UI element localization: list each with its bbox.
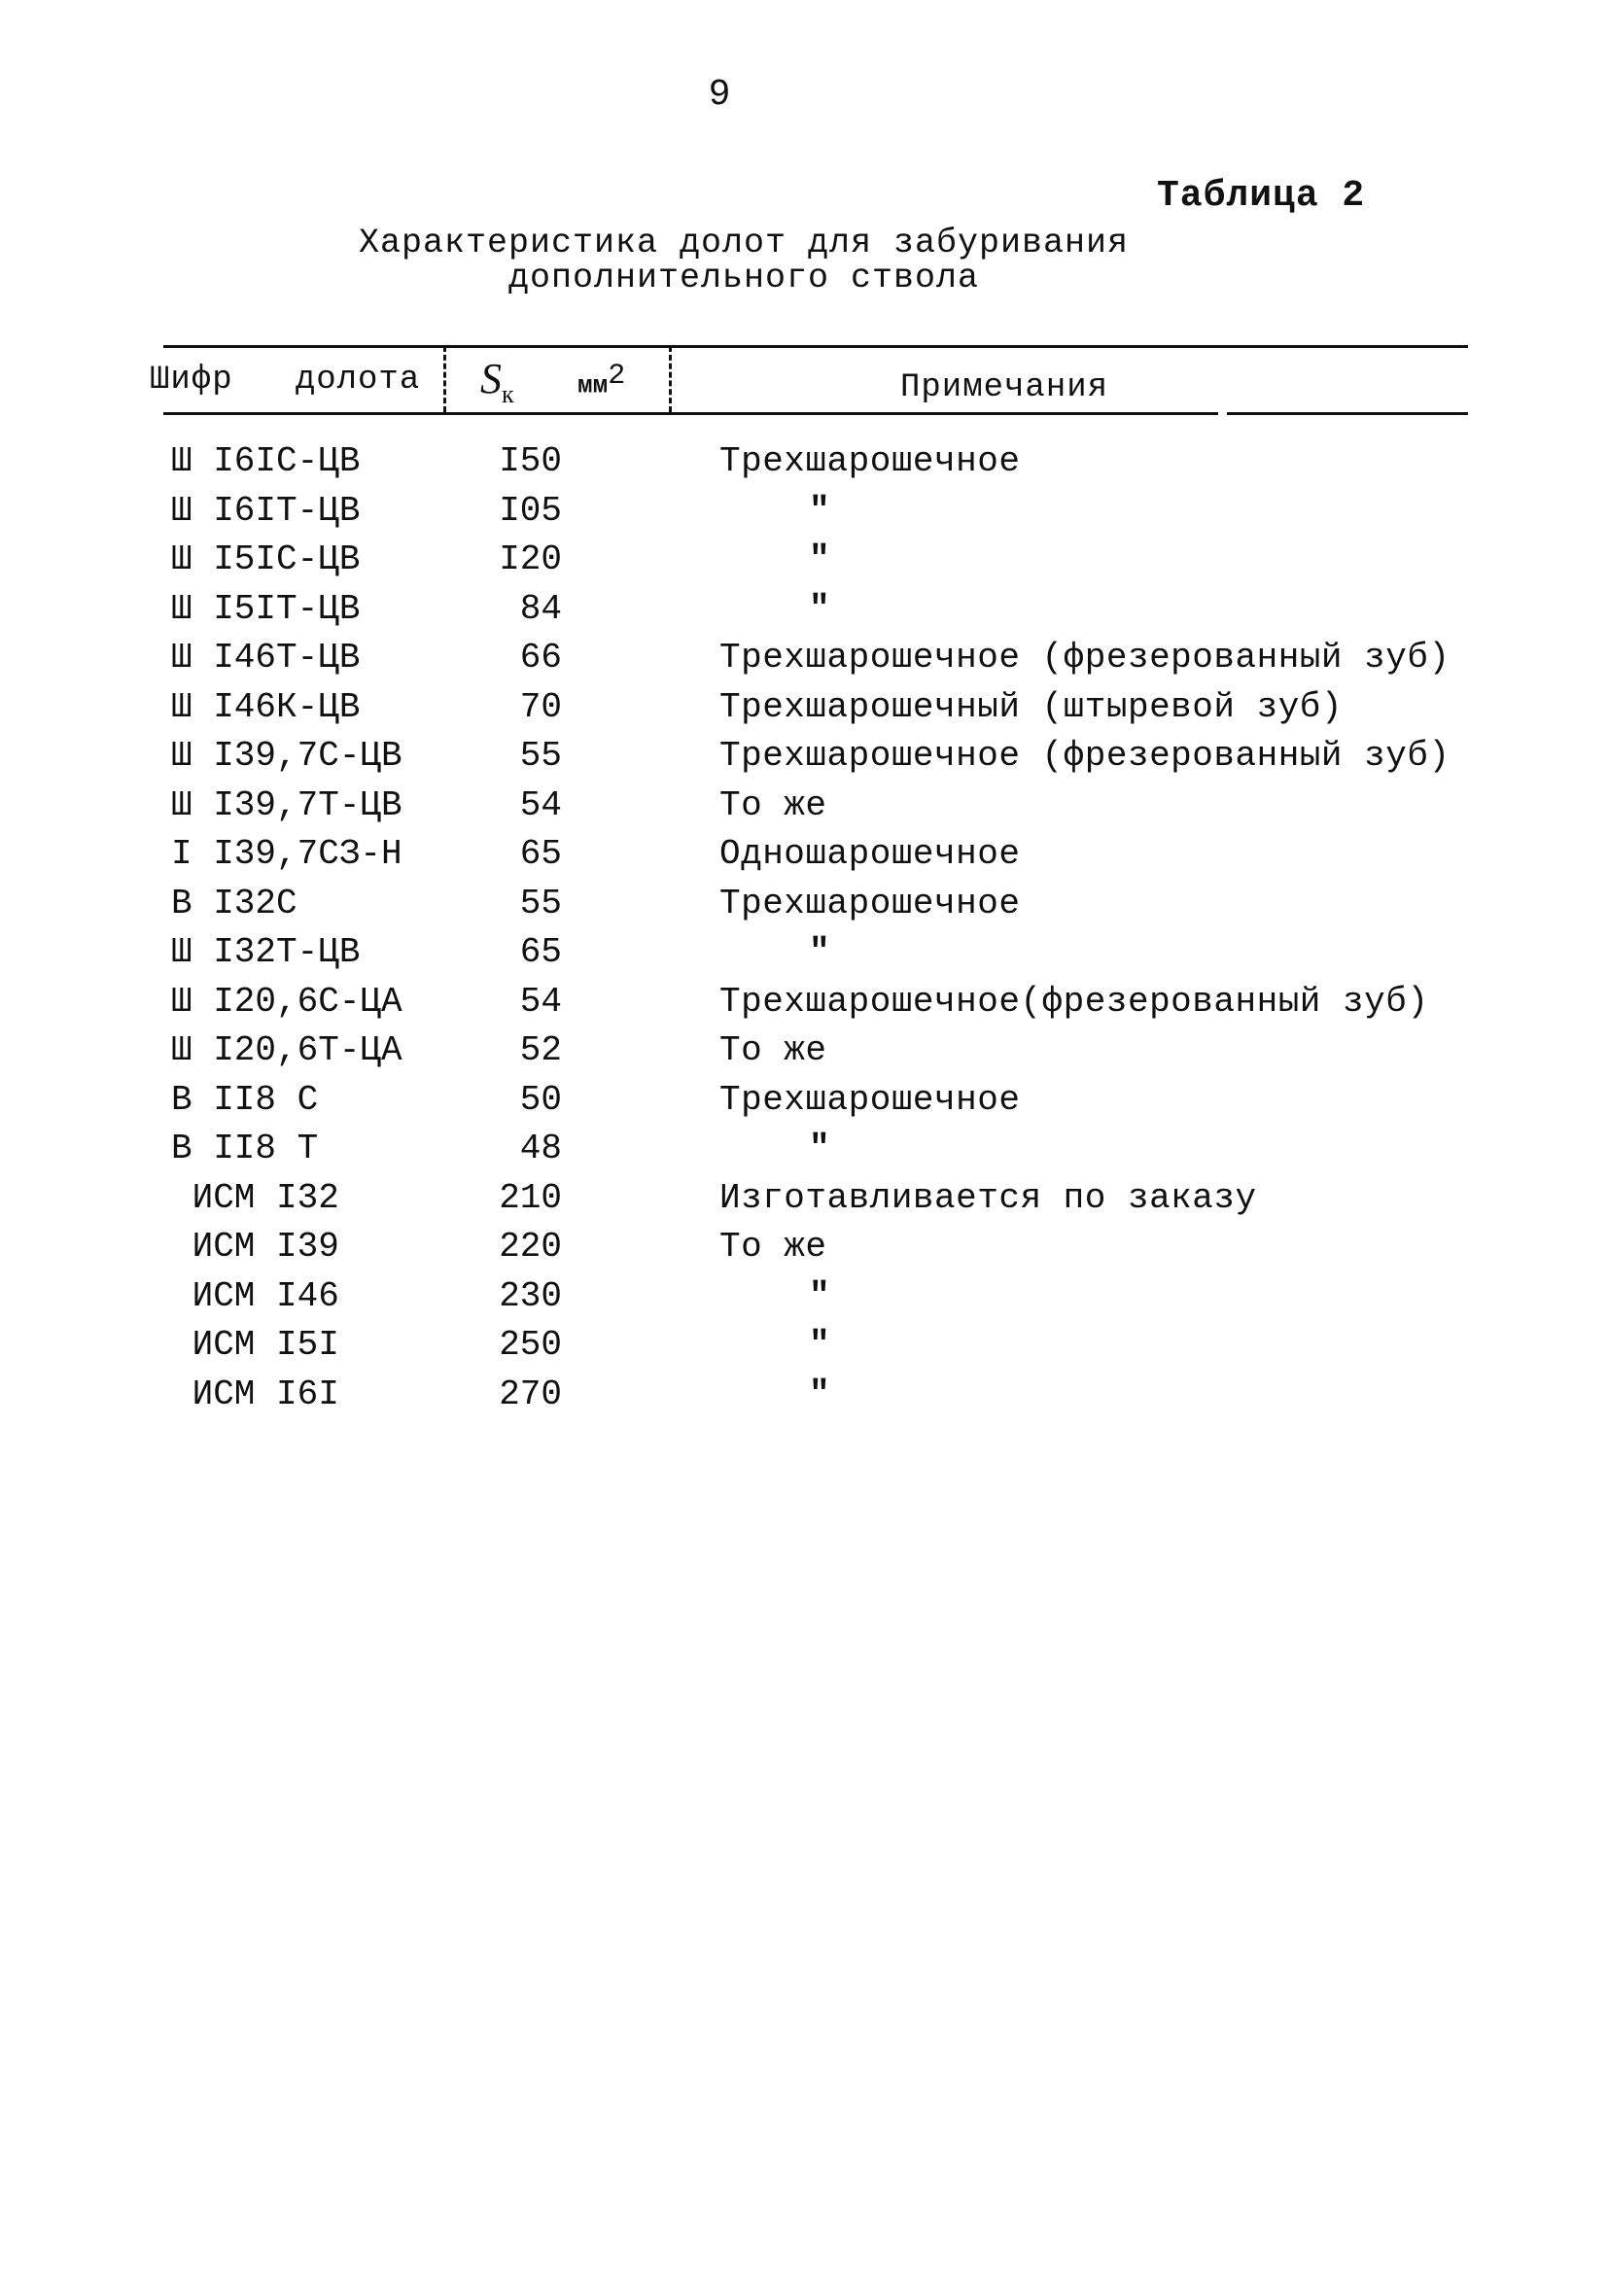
cell-cipher: Ш I6IТ-ЦВ — [171, 490, 361, 531]
table-row — [0, 437, 1608, 487]
table-row — [0, 1125, 1608, 1174]
cell-cipher: Ш I5IТ-ЦВ — [171, 588, 361, 629]
cell-note: Одношарошечное — [719, 834, 1021, 874]
header-bottom-rule — [163, 412, 1218, 415]
table-row — [0, 928, 1608, 978]
cell-cipher: Ш I46К-ЦВ — [171, 686, 361, 727]
cell-cipher: ИСМ I46 — [171, 1275, 339, 1316]
cell-cipher: Ш I20,6Т-ЦА — [171, 1030, 402, 1070]
cell-sk: 55 — [519, 736, 562, 776]
table-top-rule — [163, 345, 1468, 348]
table-row — [0, 1272, 1608, 1322]
cell-note: Трехшарошечное (фрезерованный зуб) — [719, 736, 1451, 776]
cell-cipher: I I39,7СЗ-Н — [171, 834, 402, 874]
cell-cipher: В I32С — [171, 883, 297, 923]
cell-cipher: В II8 С — [171, 1079, 319, 1120]
table-body — [0, 437, 1608, 1419]
cell-sk: I05 — [499, 490, 562, 531]
cell-sk: 52 — [519, 1030, 562, 1070]
cell-sk: 50 — [519, 1079, 562, 1120]
table-row — [0, 782, 1608, 831]
table-row — [0, 880, 1608, 929]
table-title-line-1: Характеристика долот для забуривания — [358, 224, 1130, 262]
table-row — [0, 1321, 1608, 1371]
table-row — [0, 1174, 1608, 1224]
cell-sk: 70 — [519, 686, 562, 727]
header-unit-text: мм — [577, 370, 609, 400]
header-unit-power: 2 — [608, 360, 626, 393]
table-row — [0, 683, 1608, 733]
cell-note: Трехшарошечное — [719, 883, 1021, 923]
cell-sk: 65 — [519, 834, 562, 874]
cell-sk: 230 — [499, 1275, 562, 1316]
cell-cipher: ИСМ I5I — [171, 1325, 339, 1365]
table-title-line-2: дополнительного ствола — [507, 259, 980, 297]
header-notes: Примечания — [900, 369, 1109, 406]
cell-sk: 54 — [519, 981, 562, 1022]
cell-sk: 54 — [519, 784, 562, 825]
cell-note: Изготавливается по заказу — [719, 1177, 1257, 1218]
cell-note: Трехшарошечное (фрезерованный зуб) — [719, 638, 1451, 678]
cell-sk: 66 — [519, 638, 562, 678]
cell-cipher: Ш I32Т-ЦВ — [171, 932, 361, 972]
table-row — [0, 536, 1608, 585]
table-row — [0, 1026, 1608, 1076]
header-sk — [480, 354, 514, 409]
cell-cipher: Ш I39,7С-ЦВ — [171, 736, 402, 776]
table-label: Таблица 2 — [1157, 175, 1366, 217]
cell-note: " — [809, 490, 831, 531]
cell-note: " — [809, 1374, 831, 1414]
cell-sk: 220 — [499, 1227, 562, 1267]
cell-note: " — [809, 932, 831, 972]
table-row — [0, 830, 1608, 880]
header-sk-symbol: S — [480, 355, 502, 402]
cell-cipher: Ш I5IС-ЦВ — [171, 539, 361, 579]
cell-sk: I50 — [499, 441, 562, 481]
cell-note: То же — [719, 784, 827, 825]
cell-note: " — [809, 539, 831, 579]
cell-sk: 55 — [519, 883, 562, 923]
page-number: 9 — [708, 74, 731, 116]
header-bottom-rule — [1227, 412, 1468, 415]
table-row — [0, 732, 1608, 782]
cell-note: " — [809, 1325, 831, 1365]
cell-cipher: ИСМ I39 — [171, 1227, 339, 1267]
cell-note: " — [809, 1275, 831, 1316]
table-row — [0, 487, 1608, 537]
cell-sk: 270 — [499, 1374, 562, 1414]
header-column-divider — [669, 346, 672, 412]
table-row — [0, 1371, 1608, 1420]
header-cipher: Шифр долота — [150, 362, 421, 399]
table-row — [0, 585, 1608, 635]
cell-sk: 84 — [519, 588, 562, 629]
cell-sk: 250 — [499, 1325, 562, 1365]
cell-note: Трехшарошечное — [719, 1079, 1021, 1120]
cell-note: " — [809, 1129, 831, 1168]
table-row — [0, 634, 1608, 683]
cell-note: Трехшарошечное — [719, 441, 1021, 481]
header-column-divider — [443, 346, 446, 412]
table-row — [0, 1223, 1608, 1272]
cell-cipher: Ш I6IС-ЦВ — [171, 441, 361, 481]
header-sk-subscript: к — [502, 379, 514, 408]
cell-note: Трехшарошечное(фрезерованный зуб) — [719, 981, 1429, 1022]
cell-note: " — [809, 588, 831, 629]
cell-note: То же — [719, 1030, 827, 1070]
table-row — [0, 978, 1608, 1027]
cell-note: Трехшарошечный (штыревой зуб) — [719, 686, 1344, 727]
cell-note: То же — [719, 1227, 827, 1267]
cell-cipher: Ш I20,6С-ЦА — [171, 981, 402, 1022]
cell-cipher: ИСМ I6I — [171, 1374, 339, 1414]
cell-sk: 65 — [519, 932, 562, 972]
table-row — [0, 1076, 1608, 1126]
cell-sk: 48 — [519, 1129, 562, 1168]
cell-sk: I20 — [499, 539, 562, 579]
cell-cipher: Ш I46Т-ЦВ — [171, 638, 361, 678]
header-unit — [577, 360, 625, 400]
cell-cipher: ИСМ I32 — [171, 1177, 339, 1218]
cell-sk: 210 — [499, 1177, 562, 1218]
cell-cipher: Ш I39,7Т-ЦВ — [171, 784, 402, 825]
table-title — [0, 226, 1487, 296]
cell-cipher: В II8 Т — [171, 1129, 319, 1168]
